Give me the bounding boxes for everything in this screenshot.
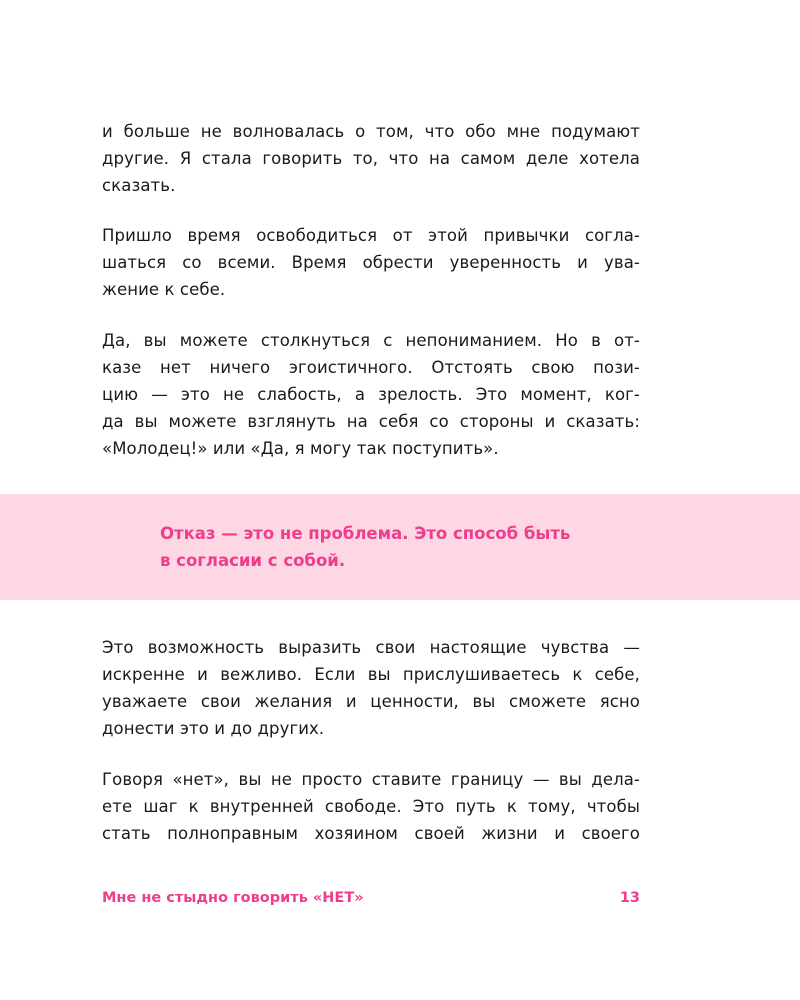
body-line: Пришло время освободиться от этой привычки согла- — [102, 226, 640, 245]
body-line: жение к себе. — [102, 280, 226, 299]
body-line: искренне и вежливо. Если вы прислушиваетесь к себе, — [102, 665, 640, 684]
running-footer-title: Мне не стыдно говорить «НЕТ» — [102, 890, 364, 906]
body-line: да вы можете взглянуть на себя со стороны и сказать: — [102, 412, 640, 431]
body-line: Говоря «нет», вы не просто ставите границу — вы дела- — [102, 770, 640, 789]
body-line: сказать. — [102, 176, 176, 195]
callout-box — [0, 494, 800, 600]
body-line: Это возможность выразить свои настоящие чувства — — [102, 638, 640, 657]
body-line: Да, вы можете столкнуться с непониманием. Но в от- — [102, 331, 640, 350]
body-line: шаться со всеми. Время обрести уверенность и ува- — [102, 253, 640, 272]
body-line: стать полноправным хозяином своей жизни и своего — [102, 824, 640, 843]
body-line: уважаете свои желания и ценности, вы сможете ясно — [102, 692, 640, 711]
body-line: цию — это не слабость, а зрелость. Это момент, ког- — [102, 385, 640, 404]
body-line: донести это и до других. — [102, 719, 325, 738]
body-line: другие. Я стала говорить то, что на самом деле хотела — [102, 149, 640, 168]
page-number: 13 — [619, 890, 640, 906]
body-line: ете шаг к внутренней свободе. Это путь к тому, чтобы — [102, 797, 640, 816]
callout-line: Отказ — это не проблема. Это способ быть — [160, 524, 571, 543]
body-line: и больше не волновалась о том, что обо мне подумают — [102, 122, 640, 141]
body-line: казе нет ничего эгоистичного. Отстоять свою пози- — [102, 358, 640, 377]
body-line: «Молодец!» или «Да, я могу так поступить». — [102, 439, 499, 458]
callout-line: в согласии с собой. — [160, 551, 346, 570]
